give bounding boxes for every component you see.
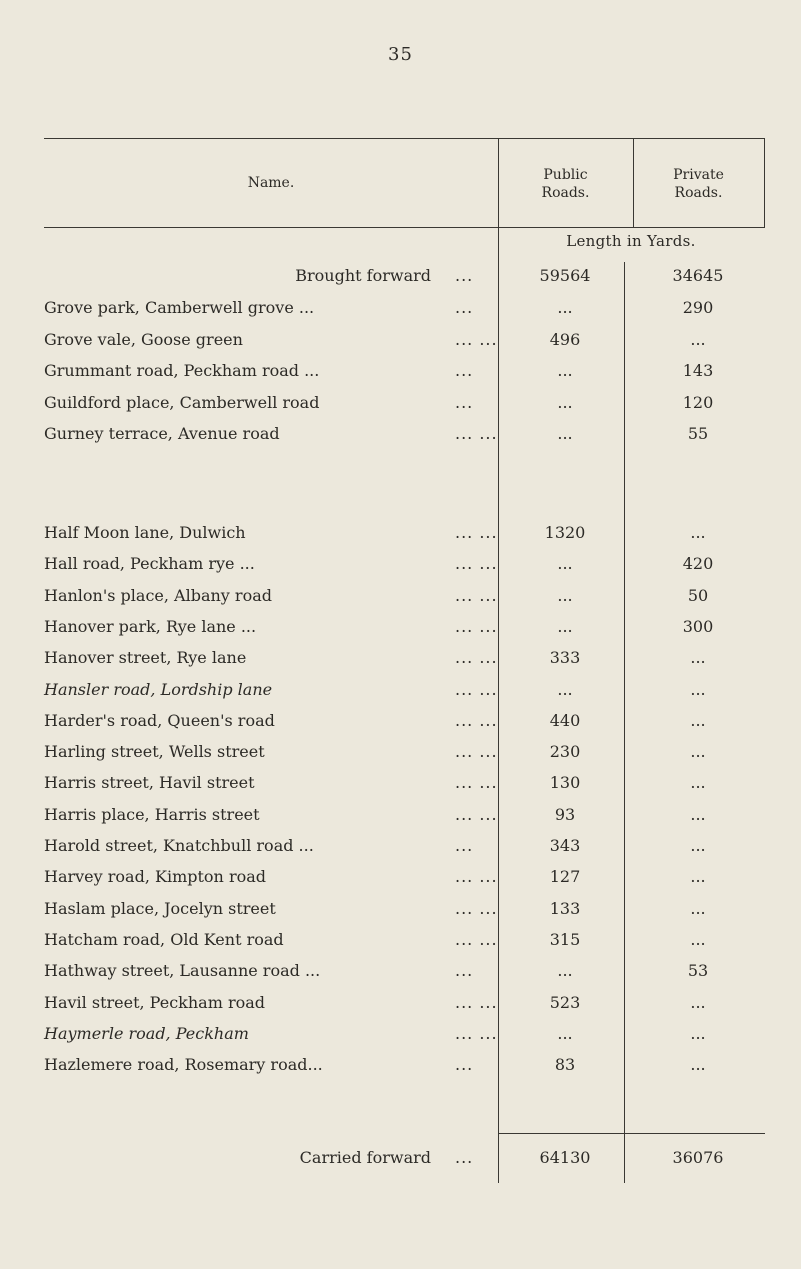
road-name: Havil street, Peckham road — [44, 992, 266, 1012]
public-value: 83 — [554, 1055, 576, 1075]
row-name: Carried forward — [299, 1148, 431, 1167]
private-value: ... — [690, 1055, 706, 1075]
private-value: 290 — [682, 298, 714, 317]
private-value: ... — [690, 898, 706, 918]
table-row — [0, 361, 801, 391]
table-row — [0, 648, 801, 678]
row-dots: ... ... — [455, 648, 498, 668]
road-name: Hanover park, Rye lane ... — [44, 616, 257, 636]
row-dots: ... ... — [455, 329, 498, 349]
public-value: ... — [557, 392, 573, 412]
private-value: ... — [690, 1023, 706, 1043]
row-dots: ... ... — [455, 804, 498, 824]
public-value: 315 — [549, 929, 581, 949]
road-name: Hanover street, Rye lane — [44, 648, 247, 668]
table-row — [0, 523, 801, 553]
road-name: Haymerle road, Peckham — [44, 1023, 249, 1043]
page-number: 35 — [388, 44, 413, 65]
row-dots: ... — [455, 392, 474, 412]
row-dots: ... ... — [455, 929, 498, 949]
row-dots: ... — [455, 1148, 474, 1167]
public-value: ... — [557, 1023, 573, 1043]
table-row — [0, 1055, 801, 1085]
public-roads-line2: Roads. — [541, 185, 590, 201]
private-value: ... — [690, 773, 706, 793]
column-header-name: Name. — [247, 175, 295, 191]
public-value: ... — [557, 361, 573, 380]
private-value: ... — [690, 679, 706, 699]
row-dots: ... ... — [455, 554, 498, 574]
table-row — [0, 711, 801, 741]
table-row — [0, 1024, 801, 1054]
public-value: ... — [557, 616, 573, 636]
private-value: 143 — [682, 361, 714, 380]
private-value: ... — [690, 648, 706, 668]
public-value: 130 — [549, 773, 581, 793]
public-value: 59564 — [539, 266, 591, 285]
public-value: 64130 — [539, 1148, 591, 1167]
table-row — [0, 554, 801, 584]
table-row — [0, 393, 801, 423]
private-value: ... — [690, 992, 706, 1012]
public-value: ... — [557, 585, 573, 605]
road-name: Hatcham road, Old Kent road — [44, 929, 284, 949]
road-name: Haslam place, Jocelyn street — [44, 898, 276, 918]
private-value: 55 — [687, 424, 709, 443]
private-value: 36076 — [672, 1148, 724, 1167]
private-value: 420 — [682, 554, 714, 574]
units-subheader: Length in Yards. — [566, 232, 696, 250]
row-dots: ... — [455, 961, 474, 981]
private-value: ... — [690, 867, 706, 887]
row-dots: ... — [455, 361, 474, 380]
row-dots: ... — [455, 836, 474, 855]
table-row — [0, 298, 801, 328]
table-row — [0, 961, 801, 991]
public-value: 230 — [549, 742, 581, 762]
row-dots: ... — [455, 1055, 474, 1075]
table-row — [0, 773, 801, 803]
public-value: 1320 — [544, 523, 586, 542]
private-value: ... — [690, 329, 706, 349]
table-row — [0, 586, 801, 616]
public-value: 127 — [549, 867, 581, 887]
private-value: ... — [690, 742, 706, 762]
private-value: 53 — [687, 961, 709, 981]
public-value: ... — [557, 679, 573, 699]
table-row — [0, 742, 801, 772]
column-header-public-roads — [498, 166, 633, 202]
row-dots: ... — [455, 298, 474, 317]
private-value: 34645 — [672, 266, 724, 285]
public-value: 333 — [549, 648, 581, 668]
private-value: ... — [690, 804, 706, 824]
private-roads-line1: Private — [673, 167, 724, 183]
table-row — [0, 993, 801, 1023]
private-roads-line2: Roads. — [674, 185, 723, 201]
table-row — [0, 836, 801, 866]
row-dots: ... ... — [455, 742, 498, 762]
private-value: ... — [690, 523, 706, 542]
table-row — [0, 680, 801, 710]
row-dots: ... ... — [455, 585, 498, 605]
public-value: 133 — [549, 898, 581, 918]
road-name: Hazlemere road, Rosemary road... — [44, 1055, 323, 1075]
road-name: Gurney terrace, Avenue road — [44, 424, 280, 443]
private-value: ... — [690, 836, 706, 855]
private-value: 300 — [682, 616, 714, 636]
row-dots: ... ... — [455, 992, 498, 1012]
road-name: Half Moon lane, Dulwich — [44, 523, 246, 542]
table-row — [0, 930, 801, 960]
private-value: 50 — [687, 585, 709, 605]
table-row — [0, 330, 801, 360]
public-value: 343 — [549, 836, 581, 855]
public-value: ... — [557, 961, 573, 981]
table-row — [0, 617, 801, 647]
table-row — [0, 899, 801, 929]
row-dots: ... — [455, 266, 474, 285]
table-row — [0, 424, 801, 454]
road-name: Grove vale, Goose green — [44, 329, 243, 349]
road-name: Grummant road, Peckham road ... — [44, 361, 320, 380]
road-name: Grove park, Camberwell grove ... — [44, 298, 315, 317]
public-value: 440 — [549, 710, 581, 730]
public-value: ... — [557, 298, 573, 317]
private-value: ... — [690, 710, 706, 730]
road-name: Harris street, Havil street — [44, 773, 255, 793]
row-dots: ... ... — [455, 523, 498, 542]
table-row — [0, 867, 801, 897]
row-dots: ... ... — [455, 867, 498, 887]
brought-forward-row — [0, 266, 801, 296]
row-dots: ... ... — [455, 898, 498, 918]
row-dots: ... ... — [455, 1023, 498, 1043]
road-name: Harris place, Harris street — [44, 804, 260, 824]
road-name: Hathway street, Lausanne road ... — [44, 961, 321, 981]
road-name: Hanlon's place, Albany road — [44, 585, 272, 605]
public-value: ... — [557, 424, 573, 443]
public-value: ... — [557, 554, 573, 574]
table-row — [0, 805, 801, 835]
row-dots: ... ... — [455, 679, 498, 699]
private-value: 120 — [682, 392, 714, 412]
row-dots: ... ... — [455, 710, 498, 730]
carried-forward-rule — [498, 1133, 765, 1134]
road-name: Harvey road, Kimpton road — [44, 867, 267, 887]
row-dots: ... ... — [455, 616, 498, 636]
road-name: Harold street, Knatchbull road ... — [44, 836, 314, 855]
public-value: 523 — [549, 992, 581, 1012]
table-top-rule — [44, 138, 765, 139]
public-value: 93 — [554, 804, 576, 824]
column-header-private-roads — [633, 166, 764, 202]
row-dots: ... ... — [455, 773, 498, 793]
private-value: ... — [690, 929, 706, 949]
road-name: Hall road, Peckham rye ... — [44, 554, 255, 574]
public-value: 496 — [549, 329, 581, 349]
public-roads-line1: Public — [543, 167, 588, 183]
header-right-edge — [764, 138, 765, 227]
row-dots: ... ... — [455, 424, 498, 443]
road-name: Guildford place, Camberwell road — [44, 392, 320, 412]
row-name: Brought forward — [295, 266, 431, 285]
road-name: Harling street, Wells street — [44, 742, 265, 762]
road-name: Hansler road, Lordship lane — [44, 679, 273, 699]
road-name: Harder's road, Queen's road — [44, 710, 275, 730]
header-bottom-rule — [44, 227, 765, 228]
carried-forward-row — [0, 1148, 801, 1178]
